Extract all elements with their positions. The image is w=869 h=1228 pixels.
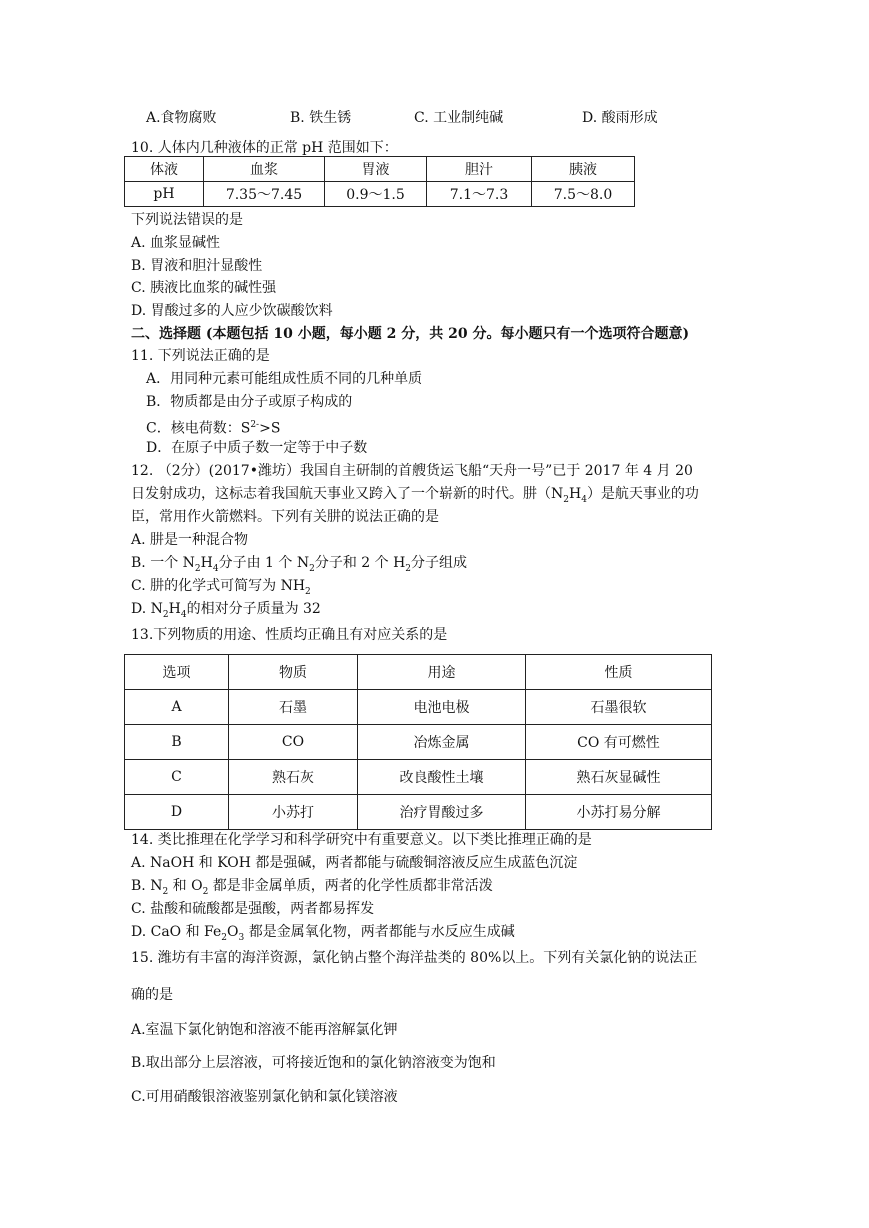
q15-line-1: 15. 潍坊有丰富的海洋资源，氯化钠占整个海洋盐类的 80%以上。下列有关氯化钠的说法正 xyxy=(131,950,698,966)
ph-table-header-cell: 胃液 xyxy=(325,157,427,182)
q12-sub: 2 xyxy=(563,494,569,505)
q12-option-b-text: B. 一个 N xyxy=(131,555,195,571)
q12-option-d-text: H xyxy=(168,601,181,617)
properties-table-cell: 改良酸性土壤 xyxy=(358,760,526,795)
q14-stem: 14. 类比推理在化学学习和科学研究中有重要意义。以下类比推理正确的是 xyxy=(131,832,592,848)
ph-table-cell: 7.1～7.3 xyxy=(427,182,532,207)
q12-option-b-text: 分子组成 xyxy=(411,555,468,571)
q14-option-b-text: 和 O xyxy=(168,878,203,894)
properties-table-cell: CO xyxy=(229,725,358,760)
q12-line-2-text-a: 日发射成功，这标志着我国航天事业又跨入了一个崭新的时代。肼（N xyxy=(131,486,564,502)
q11-option-b: B．物质都是由分子或原子构成的 xyxy=(146,394,353,410)
q12-option-c-text: C. 肼的化学式可简写为 NH xyxy=(131,578,306,594)
q14-option-d-text: D. CaO 和 Fe xyxy=(131,924,222,940)
q11-option-a: A．用同种元素可能组成性质不同的几种单质 xyxy=(146,371,423,387)
q12-option-d-text: D. N xyxy=(131,601,163,617)
q14-option-b-text: 都是非金属单质，两者的化学性质都非常活泼 xyxy=(208,878,493,894)
ph-table-cell: pH xyxy=(125,182,204,207)
q9-option-a: A.食物腐败 xyxy=(146,110,217,126)
q10-option-d: D. 胃酸过多的人应少饮碳酸饮料 xyxy=(131,303,333,319)
q14-option-d-text: O xyxy=(227,924,239,940)
properties-table-row xyxy=(125,760,712,795)
q13-stem: 13.下列物质的用途、性质均正确且有对应关系的是 xyxy=(131,627,448,643)
q12-line-2 xyxy=(131,484,699,510)
q12-option-a: A. 肼是一种混合物 xyxy=(131,532,249,548)
q12-sub: 4 xyxy=(212,563,219,574)
q11-option-c xyxy=(146,415,280,439)
q12-sub: 2 xyxy=(309,563,315,574)
properties-table-cell: A xyxy=(125,690,229,725)
q11-option-d: D．在原子中质子数一定等于中子数 xyxy=(146,440,368,456)
properties-table-cell: 熟石灰 xyxy=(229,760,358,795)
q12-line-2-text-b: ）是航天事业的功 xyxy=(586,486,699,502)
properties-table-header-cell: 用途 xyxy=(358,655,526,690)
q10-option-b: B. 胃液和胆汁显酸性 xyxy=(131,258,263,274)
ph-table-cell: 7.5～8.0 xyxy=(532,182,635,207)
q14-option-b-text: B. N xyxy=(131,878,163,894)
q15-option-a: A.室温下氯化钠饱和溶液不能再溶解氯化钾 xyxy=(131,1022,398,1038)
q12-sub: 2 xyxy=(162,609,169,620)
q9-option-b: B. 铁生锈 xyxy=(290,110,352,126)
properties-table-cell: B xyxy=(125,725,229,760)
q11-option-c-text: C．核电荷数： xyxy=(146,420,241,437)
ph-table-row xyxy=(125,182,635,207)
q12-line-3: 臣，常用作火箭燃料。下列有关肼的说法正确的是 xyxy=(131,509,439,525)
q12-option-b-text: 分子和 2 个 H xyxy=(314,555,406,571)
ph-table-cell: 7.35～7.45 xyxy=(204,182,325,207)
q9-option-d: D. 酸雨形成 xyxy=(582,110,658,126)
q12-sub: 4 xyxy=(180,609,187,620)
properties-table-cell: 石墨 xyxy=(229,690,358,725)
q12-sub: 2 xyxy=(305,586,311,597)
ph-table-header-cell: 胰液 xyxy=(532,157,635,182)
q15-option-c: C.可用硝酸银溶液鉴别氯化钠和氯化镁溶液 xyxy=(131,1089,398,1105)
q9-option-c: C. 工业制纯碱 xyxy=(414,110,504,126)
properties-table-cell: 治疗胃酸过多 xyxy=(358,795,526,830)
q14-option-d-text: 都是金属氧化物，两者都能与水反应生成碱 xyxy=(244,924,515,940)
q12-option-c xyxy=(131,576,311,602)
properties-table-cell: 石墨很软 xyxy=(526,690,712,725)
q14-sub: 2 xyxy=(202,886,209,897)
q12-option-d-text: 的相对分子质量为 32 xyxy=(186,601,321,617)
properties-table-cell: D xyxy=(125,795,229,830)
properties-table-row xyxy=(125,795,712,830)
q11-formula-rest: >S xyxy=(259,420,281,437)
q15-option-b: B.取出部分上层溶液，可将接近饱和的氯化钠溶液变为饱和 xyxy=(131,1055,496,1071)
q12-sub: 2 xyxy=(405,563,412,574)
properties-table-header-cell: 性质 xyxy=(526,655,712,690)
q14-option-b xyxy=(131,876,493,902)
properties-table xyxy=(124,654,712,830)
section-2-title: 二、选择题 (本题包括 10 小题，每小题 2 分，共 20 分。每小题只有一个选项符合题意) xyxy=(131,326,690,342)
properties-table-cell: 小苏打易分解 xyxy=(526,795,712,830)
q12-option-b-text: 分子由 1 个 N xyxy=(218,555,310,571)
q11-formula-s: S xyxy=(240,420,251,437)
q10-option-a: A. 血浆显碱性 xyxy=(131,235,221,251)
properties-table-cell: 电池电极 xyxy=(358,690,526,725)
q12-sub: 4 xyxy=(581,494,587,505)
q12-h: H xyxy=(568,486,582,502)
ph-table-cell: 0.9～1.5 xyxy=(325,182,427,207)
q14-sub: 2 xyxy=(221,932,228,943)
q14-option-a: A. NaOH 和 KOH 都是强碱，两者都能与硫酸铜溶液反应生成蓝色沉淀 xyxy=(131,855,578,871)
ph-table-header-cell: 胆汁 xyxy=(427,157,532,182)
properties-table-row xyxy=(125,690,712,725)
q10-question: 下列说法错误的是 xyxy=(131,212,243,228)
q12-option-b xyxy=(131,553,467,579)
q12-sub: 2 xyxy=(194,563,201,574)
q11-formula-charge: 2- xyxy=(250,420,260,430)
ph-table-header-row xyxy=(125,157,635,182)
q15-line-2: 确的是 xyxy=(131,987,173,1003)
properties-table-header-cell: 物质 xyxy=(229,655,358,690)
properties-table-header-cell: 选项 xyxy=(125,655,229,690)
q14-sub: 2 xyxy=(162,886,169,897)
q14-option-d xyxy=(131,922,515,948)
properties-table-cell: 冶炼金属 xyxy=(358,725,526,760)
properties-table-cell: 熟石灰显碱性 xyxy=(526,760,712,795)
q10-option-c: C. 胰液比血浆的碱性强 xyxy=(131,280,277,296)
q12-line-1: 12. （2分）(2017•潍坊）我国自主研制的首艘货运飞船“天舟一号”已于 2017 年 4 月 20 xyxy=(131,463,693,479)
properties-table-row xyxy=(125,725,712,760)
ph-table-header-cell: 血浆 xyxy=(204,157,325,182)
properties-table-cell: CO 有可燃性 xyxy=(526,725,712,760)
q12-option-d xyxy=(131,599,321,625)
ph-table-header-cell: 体液 xyxy=(125,157,204,182)
properties-table-cell: C xyxy=(125,760,229,795)
q11-stem: 11. 下列说法正确的是 xyxy=(131,348,270,364)
properties-table-cell: 小苏打 xyxy=(229,795,358,830)
q14-sub: 3 xyxy=(238,932,245,943)
q12-option-b-text: H xyxy=(200,555,213,571)
ph-table xyxy=(124,156,635,207)
q10-stem: 10. 人体内几种液体的正常 pH 范围如下： xyxy=(131,140,398,156)
properties-table-header-row xyxy=(125,655,712,690)
q14-option-c: C. 盐酸和硫酸都是强酸，两者都易挥发 xyxy=(131,901,375,917)
